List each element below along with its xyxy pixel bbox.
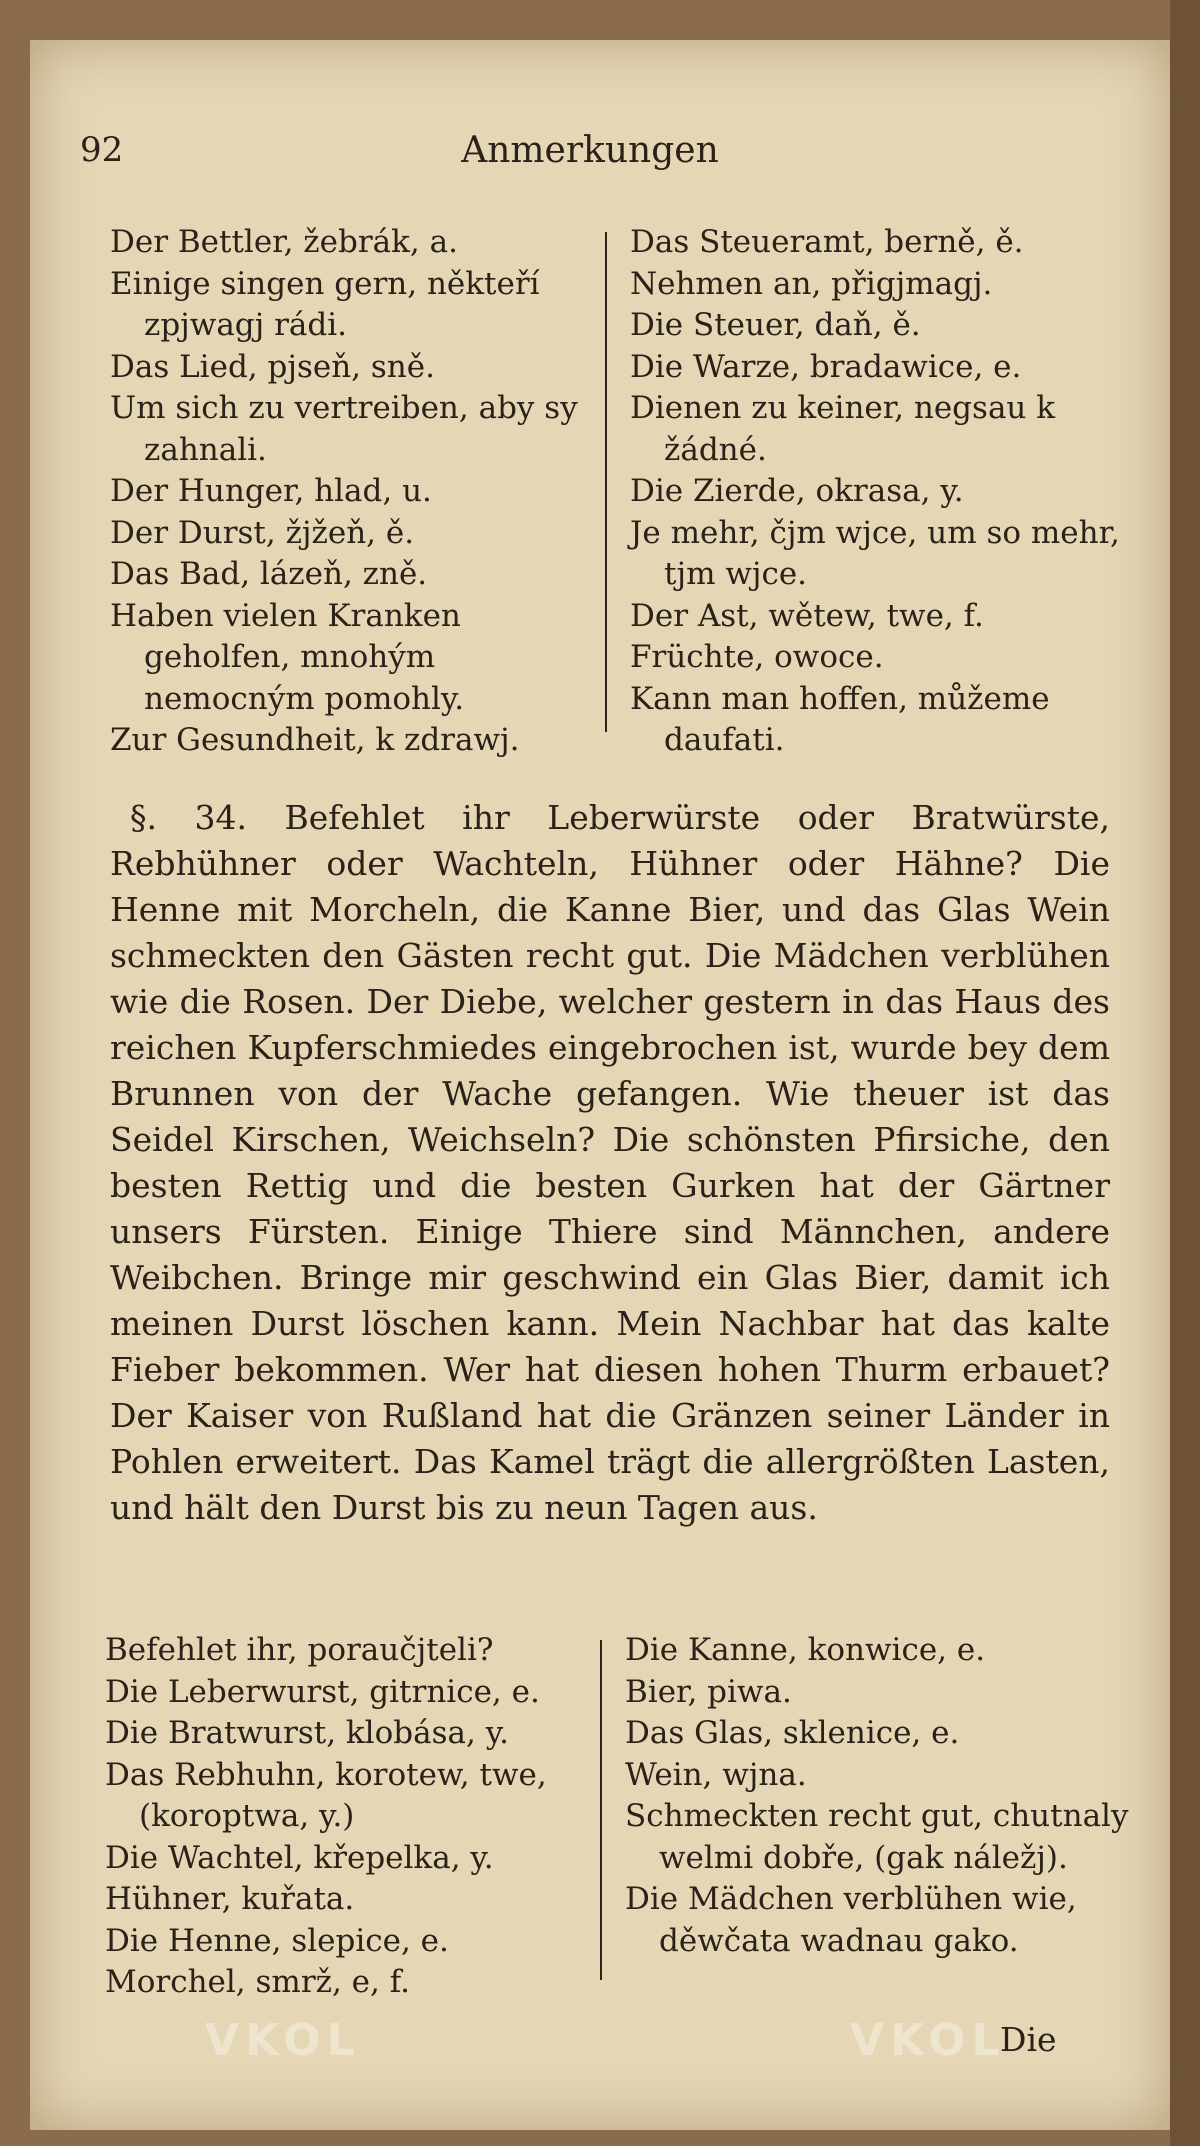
vocab-entry: Die Kanne, konwice, e. [625, 1632, 986, 1668]
vocab-entry: Schmeckten recht gut, chutnaly welmi dobře, (gak náležj). [625, 1798, 1129, 1876]
library-watermark: VKOL [205, 2015, 361, 2066]
vocabulary-right-column [625, 1630, 1135, 1962]
column-divider [605, 232, 607, 732]
section-number: §. 34. [130, 798, 247, 837]
vocab-entry: Das Lied, pjseň, sně. [110, 348, 435, 385]
vocab-entry: Nehmen an, přigjmagj. [630, 265, 993, 302]
vocabulary-left-column [105, 1630, 575, 2004]
vocab-entry: Dienen zu keiner, negsau k žádné. [630, 390, 1056, 468]
vocab-entry: Der Durst, žjžeň, ě. [110, 514, 415, 551]
vocab-entry: Wein, wjna. [625, 1756, 807, 1793]
vocabulary-top [110, 222, 1150, 758]
vocab-entry: Der Bettler, žebrák, a. [110, 224, 458, 260]
vocab-entry: Die Steuer, daň, ě. [630, 307, 921, 343]
vocab-entry: Der Ast, wětew, twe, f. [630, 597, 984, 634]
vocab-entry: Die Bratwurst, klobása, y. [105, 1715, 509, 1751]
vocab-entry: Der Hunger, hlad, u. [110, 473, 432, 509]
vocabulary-left-column [110, 222, 580, 762]
catchword: Die [1000, 2020, 1057, 2059]
vocab-entry: Haben vielen Kranken geholfen, mnohým nemocným pomohly. [110, 597, 465, 717]
vocab-entry: Das Bad, lázeň, zně. [110, 556, 428, 592]
vocab-entry: Früchte, owoce. [630, 639, 884, 675]
page-number: 92 [80, 130, 124, 170]
vocab-entry: Das Steueramt, berně, ě. [630, 224, 1024, 260]
vocab-entry: Bier, piwa. [625, 1673, 792, 1710]
vocab-entry: Einige singen gern, někteří zpjwagj rádi. [110, 265, 540, 343]
vocab-entry: Die Henne, slepice, e. [105, 1922, 449, 1959]
vocabulary-right-column [630, 222, 1140, 762]
column-divider [600, 1640, 602, 1980]
vocab-entry: Die Wachtel, křepelka, y. [105, 1839, 494, 1876]
vocab-entry: Befehlet ihr, poraučjteli? [105, 1632, 494, 1668]
book-edge [1170, 0, 1200, 2146]
vocab-entry: Morchel, smrž, e, f. [105, 1964, 410, 2000]
vocab-entry: Die Zierde, okrasa, y. [630, 473, 964, 509]
vocab-entry: Zur Gesundheit, k zdrawj. [110, 722, 520, 758]
vocab-entry: Hühner, kuřata. [105, 1881, 355, 1917]
vocab-entry: Je mehr, čjm wjce, um so mehr, tjm wjce. [630, 514, 1120, 592]
running-head: Anmerkungen [461, 130, 719, 171]
vocab-entry: Die Warze, bradawice, e. [630, 348, 1022, 385]
vocab-entry: Die Leberwurst, gitrnice, e. [105, 1673, 540, 1710]
exercise-text: Befehlet ihr Leberwürste oder Bratwürste, Rebhühner oder Wachteln, Hühner oder Hähne? Die Henne mit Morcheln, die Kanne Bier, und das Glas Wein schmeckten den Gästen recht gut. Die Mädchen verblühen wie die Rosen. Der Diebe, welcher gestern in das Haus des reichen Kupferschmiedes eingebrochen ist, wurde bey dem Brunnen von der Wache gefangen. Wie theuer ist das Seidel Kirschen, Weichseln? Die schönsten Pfirsiche, den besten Rettig und die besten Gurken hat der Gärtner unsers Fürsten. Einige Thiere sind Männchen, andere Weibchen. Bringe mir geschwind ein Glas Bier, damit ich meinen Durst löschen kann. Mein Nachbar hat das kalte Fieber bekommen. Wer hat diesen hohen Thurm erbauet? Der Kaiser von Rußland hat die Gränzen seiner Länder in Pohlen erweitert. Das Kamel trägt die allergrößten Lasten, und hält den Durst bis zu neun Tagen aus. [110, 798, 1110, 1527]
vocab-entry: Das Rebhuhn, korotew, twe, (koroptwa, y.) [105, 1756, 547, 1834]
exercise-paragraph [110, 795, 1110, 1531]
vocab-entry: Das Glas, sklenice, e. [625, 1715, 960, 1751]
vocab-entry: Um sich zu vertreiben, aby sy zahnali. [110, 390, 578, 468]
vocab-entry: Kann man hoffen, můžeme daufati. [630, 680, 1050, 758]
page-header [80, 100, 1100, 170]
vocabulary-bottom [105, 1630, 1145, 2000]
library-watermark: VKOL [850, 2015, 1006, 2066]
vocab-entry: Die Mädchen verblühen wie, děwčata wadnau gako. [625, 1881, 1077, 1959]
